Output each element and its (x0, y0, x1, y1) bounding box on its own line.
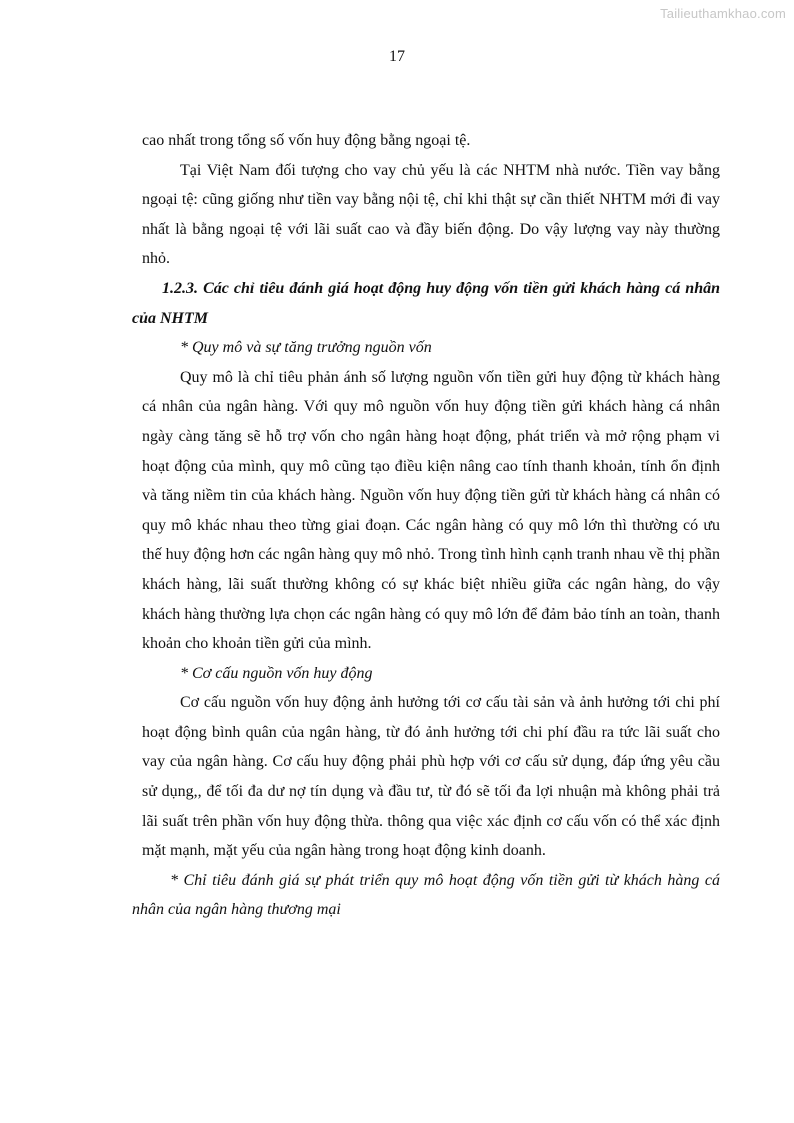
paragraph-continuation: cao nhất trong tổng số vốn huy động bằng ngoại tệ. (142, 132, 471, 149)
page-number: 17 (389, 48, 405, 65)
paragraph-foreign-loans: Tại Việt Nam đối tượng cho vay chủ yếu là các NHTM nhà nước. Tiền vay bằng ngoại tệ: cũng giống như tiền vay bằng nội tệ, chỉ khi thật sự cần thiết NHTM mới đi vay nhất là bằng ngoại tệ với lãi suất cao và đầy biến động. Do vậy lượng vay này thường nhỏ. (142, 161, 720, 268)
document-body (132, 126, 720, 925)
subheading-structure: * Cơ cấu nguồn vốn huy động (180, 664, 373, 682)
section-heading: 1.2.3. Các chỉ tiêu đánh giá hoạt động huy động vốn tiền gửi khách hàng cá nhân của NHTM (132, 279, 720, 327)
watermark: Tailieuthamkhao.com (660, 6, 786, 21)
paragraph-structure: Cơ cấu nguồn vốn huy động ảnh hưởng tới cơ cấu tài sản và ảnh hưởng tới chi phí hoạt động bình quân của ngân hàng, từ đó ảnh hưởng tới chi phí đầu ra tức lãi suất cho vay của ngân hàng. Cơ cấu huy động phải phù hợp với cơ cấu sử dụng, đáp ứng yêu cầu sử dụng,, để tối đa dư nợ tín dụng và đầu tư, từ đó sẽ tối đa lợi nhuận mà không phải trả lãi suất trên phần vốn huy động thừa. thông qua việc xác định cơ cấu vốn có thể xác định mặt mạnh, mặt yếu của ngân hàng trong hoạt động kinh doanh. (142, 694, 720, 860)
subheading-scale-growth: * Quy mô và sự tăng trưởng nguồn vốn (180, 339, 432, 357)
subheading-indicators: * Chỉ tiêu đánh giá sự phát triển quy mô hoạt động vốn tiền gửi từ khách hàng cá nhân của ngân hàng thương mại (132, 871, 720, 919)
paragraph-scale: Quy mô là chỉ tiêu phản ánh số lượng nguồn vốn tiền gửi huy động từ khách hàng cá nhân của ngân hàng. Với quy mô nguồn vốn huy động tiền gửi khách hàng cá nhân ngày càng tăng sẽ hỗ trợ vốn cho ngân hàng hoạt động, phát triển và mở rộng phạm vi hoạt động của mình, quy mô cũng tạo điều kiện nâng cao tính thanh khoản, tính ổn định và tăng niềm tin của khách hàng. Nguồn vốn huy động tiền gửi từ khách hàng cá nhân có quy mô khác nhau theo từng giai đoạn. Các ngân hàng có quy mô lớn thì thường có ưu thế huy động hơn các ngân hàng quy mô nhỏ. Trong tình hình cạnh tranh nhau về thị phần khách hàng, lãi suất thường không có sự khác biệt nhiều giữa các ngân hàng, do vậy khách hàng thường lựa chọn các ngân hàng có quy mô lớn để đảm bảo tính an toàn, thanh khoản cho khoản tiền gửi của mình. (142, 368, 720, 653)
